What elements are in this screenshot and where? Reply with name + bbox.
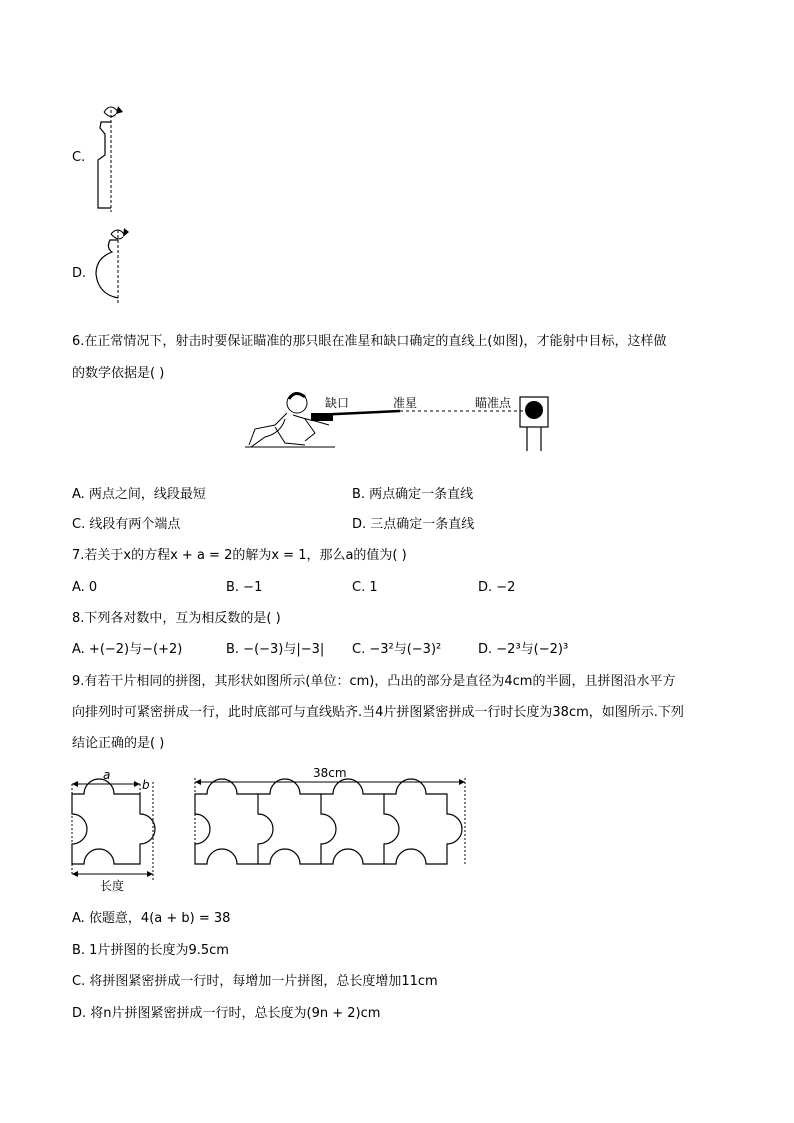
q8-option-d: D. −2³与(−2)³ bbox=[478, 642, 569, 657]
label-total: 38cm bbox=[313, 766, 347, 780]
q6-stem-line1: 6.在正常情况下，射击时要保证瞄准的那只眼在准星和缺口确定的直线上(如图)，才能射中目标，这样做 bbox=[72, 334, 667, 349]
q6-option-a: A. 两点之间，线段最短 bbox=[72, 487, 206, 502]
q5-option-d-figure bbox=[90, 222, 140, 312]
q9-option-a: A. 依题意，4(a + b) = 38 bbox=[72, 911, 231, 926]
q6-option-c: C. 线段有两个端点 bbox=[72, 517, 181, 532]
label-aim-point: 瞄准点 bbox=[475, 396, 512, 410]
q7-stem: 7.若关于x的方程x + a = 2的解为x = 1，那么a的值为( ) bbox=[72, 548, 407, 563]
q5-option-d-label: D. bbox=[72, 266, 87, 281]
q6-shooting-figure bbox=[245, 385, 555, 455]
label-length: 长度 bbox=[100, 879, 125, 893]
q9-stem-line2: 向排列时可紧密拼成一行，此时底部可与直线贴齐.当4片拼图紧密拼成一行时长度为38cm，如图所示.下列 bbox=[72, 705, 684, 720]
q9-stem-line1: 9.有若干片相同的拼图，其形状如图所示(单位：cm)，凸出的部分是直径为4cm的半圆，且拼图沿水平方 bbox=[72, 674, 676, 689]
label-notch: 缺口 bbox=[325, 396, 350, 410]
q8-option-a: A. +(−2)与−(+2) bbox=[72, 642, 183, 657]
q9-four-pieces-figure bbox=[185, 764, 475, 874]
q9-stem-line3: 结论正确的是( ) bbox=[72, 736, 165, 751]
q5-option-c-label: C. bbox=[72, 150, 86, 165]
label-b: b bbox=[142, 778, 150, 792]
q9-single-piece-figure bbox=[62, 764, 162, 894]
q5-option-c-figure bbox=[92, 100, 142, 215]
q9-option-c: C. 将拼图紧密拼成一行时，每增加一片拼图，总长度增加11cm bbox=[72, 974, 438, 989]
q6-option-b: B. 两点确定一条直线 bbox=[352, 487, 474, 502]
q7-option-c: C. 1 bbox=[352, 580, 378, 595]
q6-option-d: D. 三点确定一条直线 bbox=[352, 517, 475, 532]
q8-option-c: C. −3²与(−3)² bbox=[352, 642, 442, 657]
target-icon bbox=[520, 397, 548, 451]
label-a: a bbox=[103, 768, 111, 782]
q9-option-d: D. 将n片拼图紧密拼成一行时，总长度为(9n + 2)cm bbox=[72, 1006, 381, 1021]
q7-option-a: A. 0 bbox=[72, 580, 98, 595]
q6-stem-line2: 的数学依据是( ) bbox=[72, 366, 165, 381]
rifle-stock bbox=[311, 413, 333, 421]
q8-stem: 8.下列各对数中，互为相反数的是( ) bbox=[72, 611, 281, 626]
q7-option-d: D. −2 bbox=[478, 580, 516, 595]
q7-option-b: B. −1 bbox=[226, 580, 263, 595]
label-front-sight: 准星 bbox=[393, 396, 418, 410]
q8-option-b: B. −(−3)与|−3| bbox=[226, 642, 325, 657]
q9-option-b: B. 1片拼图的长度为9.5cm bbox=[72, 943, 229, 958]
